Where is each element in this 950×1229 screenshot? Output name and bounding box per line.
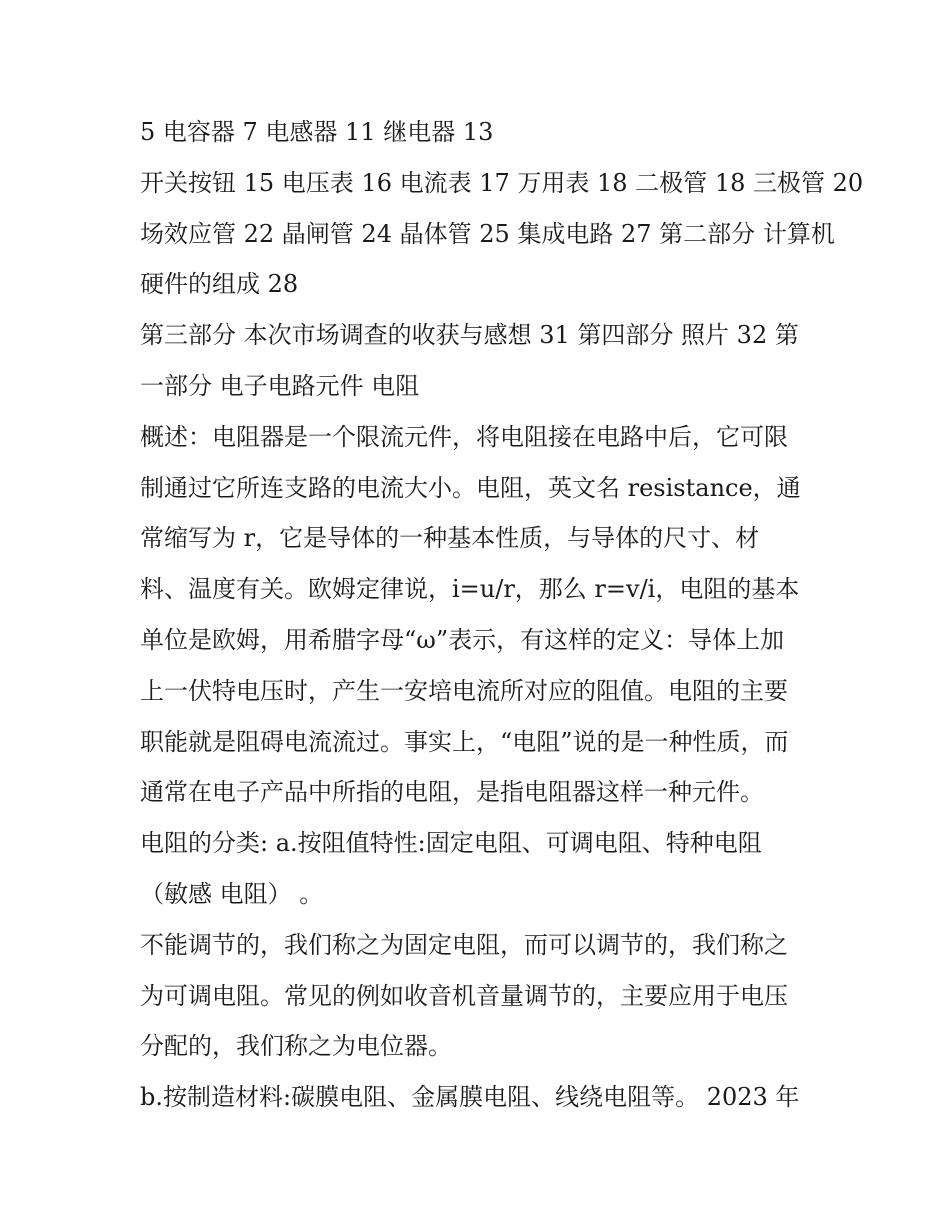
text-line: 概述：电阻器是一个限流元件，将电阻接在电路中后，它可限 [140, 422, 788, 451]
text-line: 常缩写为 r，它是导体的一种基本性质，与导体的尺寸、材 [140, 524, 760, 553]
text-line: 分配的，我们称之为电位器。 [140, 1032, 452, 1061]
text-line: 一部分 电子电路元件 电阻 [140, 371, 420, 400]
text-line: 料、温度有关。欧姆定律说，i=u/r，那么 r=v/i，电阻的基本 [140, 575, 800, 604]
text-line: 硬件的组成 28 [140, 270, 299, 299]
text-line: 制通过它所连支路的电流大小。电阻，英文名 resistance，通 [140, 473, 801, 502]
text-line: 开关按钮 15 电压表 16 电流表 17 万用表 18 二极管 18 三极管 20 [140, 168, 864, 197]
text-line: 5 电容器 7 电感器 11 继电器 13 [140, 118, 494, 146]
text-line: 为可调电阻。常见的例如收音机音量调节的，主要应用于电压 [140, 981, 788, 1010]
text-line: 单位是欧姆，用希腊字母“ω”表示，有这样的定义：导体上加 [140, 625, 785, 654]
text-line: 不能调节的，我们称之为固定电阻，而可以调节的，我们称之 [140, 930, 788, 959]
text-line: 上一伏特电压时，产生一安培电流所对应的阻值。电阻的主要 [140, 676, 788, 705]
text-line: 通常在电子产品中所指的电阻，是指电阻器这样一种元件。 [140, 778, 764, 807]
text-line: 电阻的分类: a.按阻值特性:固定电阻、可调电阻、特种电阻 [140, 829, 762, 858]
text-line: （敏感 电阻） 。 [140, 879, 324, 908]
text-line: 第三部分 本次市场调查的收获与感想 31 第四部分 照片 32 第 [140, 321, 799, 350]
text-line: 场效应管 22 晶闸管 24 晶体管 25 集成电路 27 第二部分 计算机 [140, 219, 835, 248]
text-line: 职能就是阻碍电流流过。事实上，“电阻”说的是一种性质，而 [140, 727, 789, 756]
text-line: b.按制造材料:碳膜电阻、金属膜电阻、线绕电阻等。 2023 年 [140, 1083, 800, 1112]
document-body [140, 107, 864, 1123]
